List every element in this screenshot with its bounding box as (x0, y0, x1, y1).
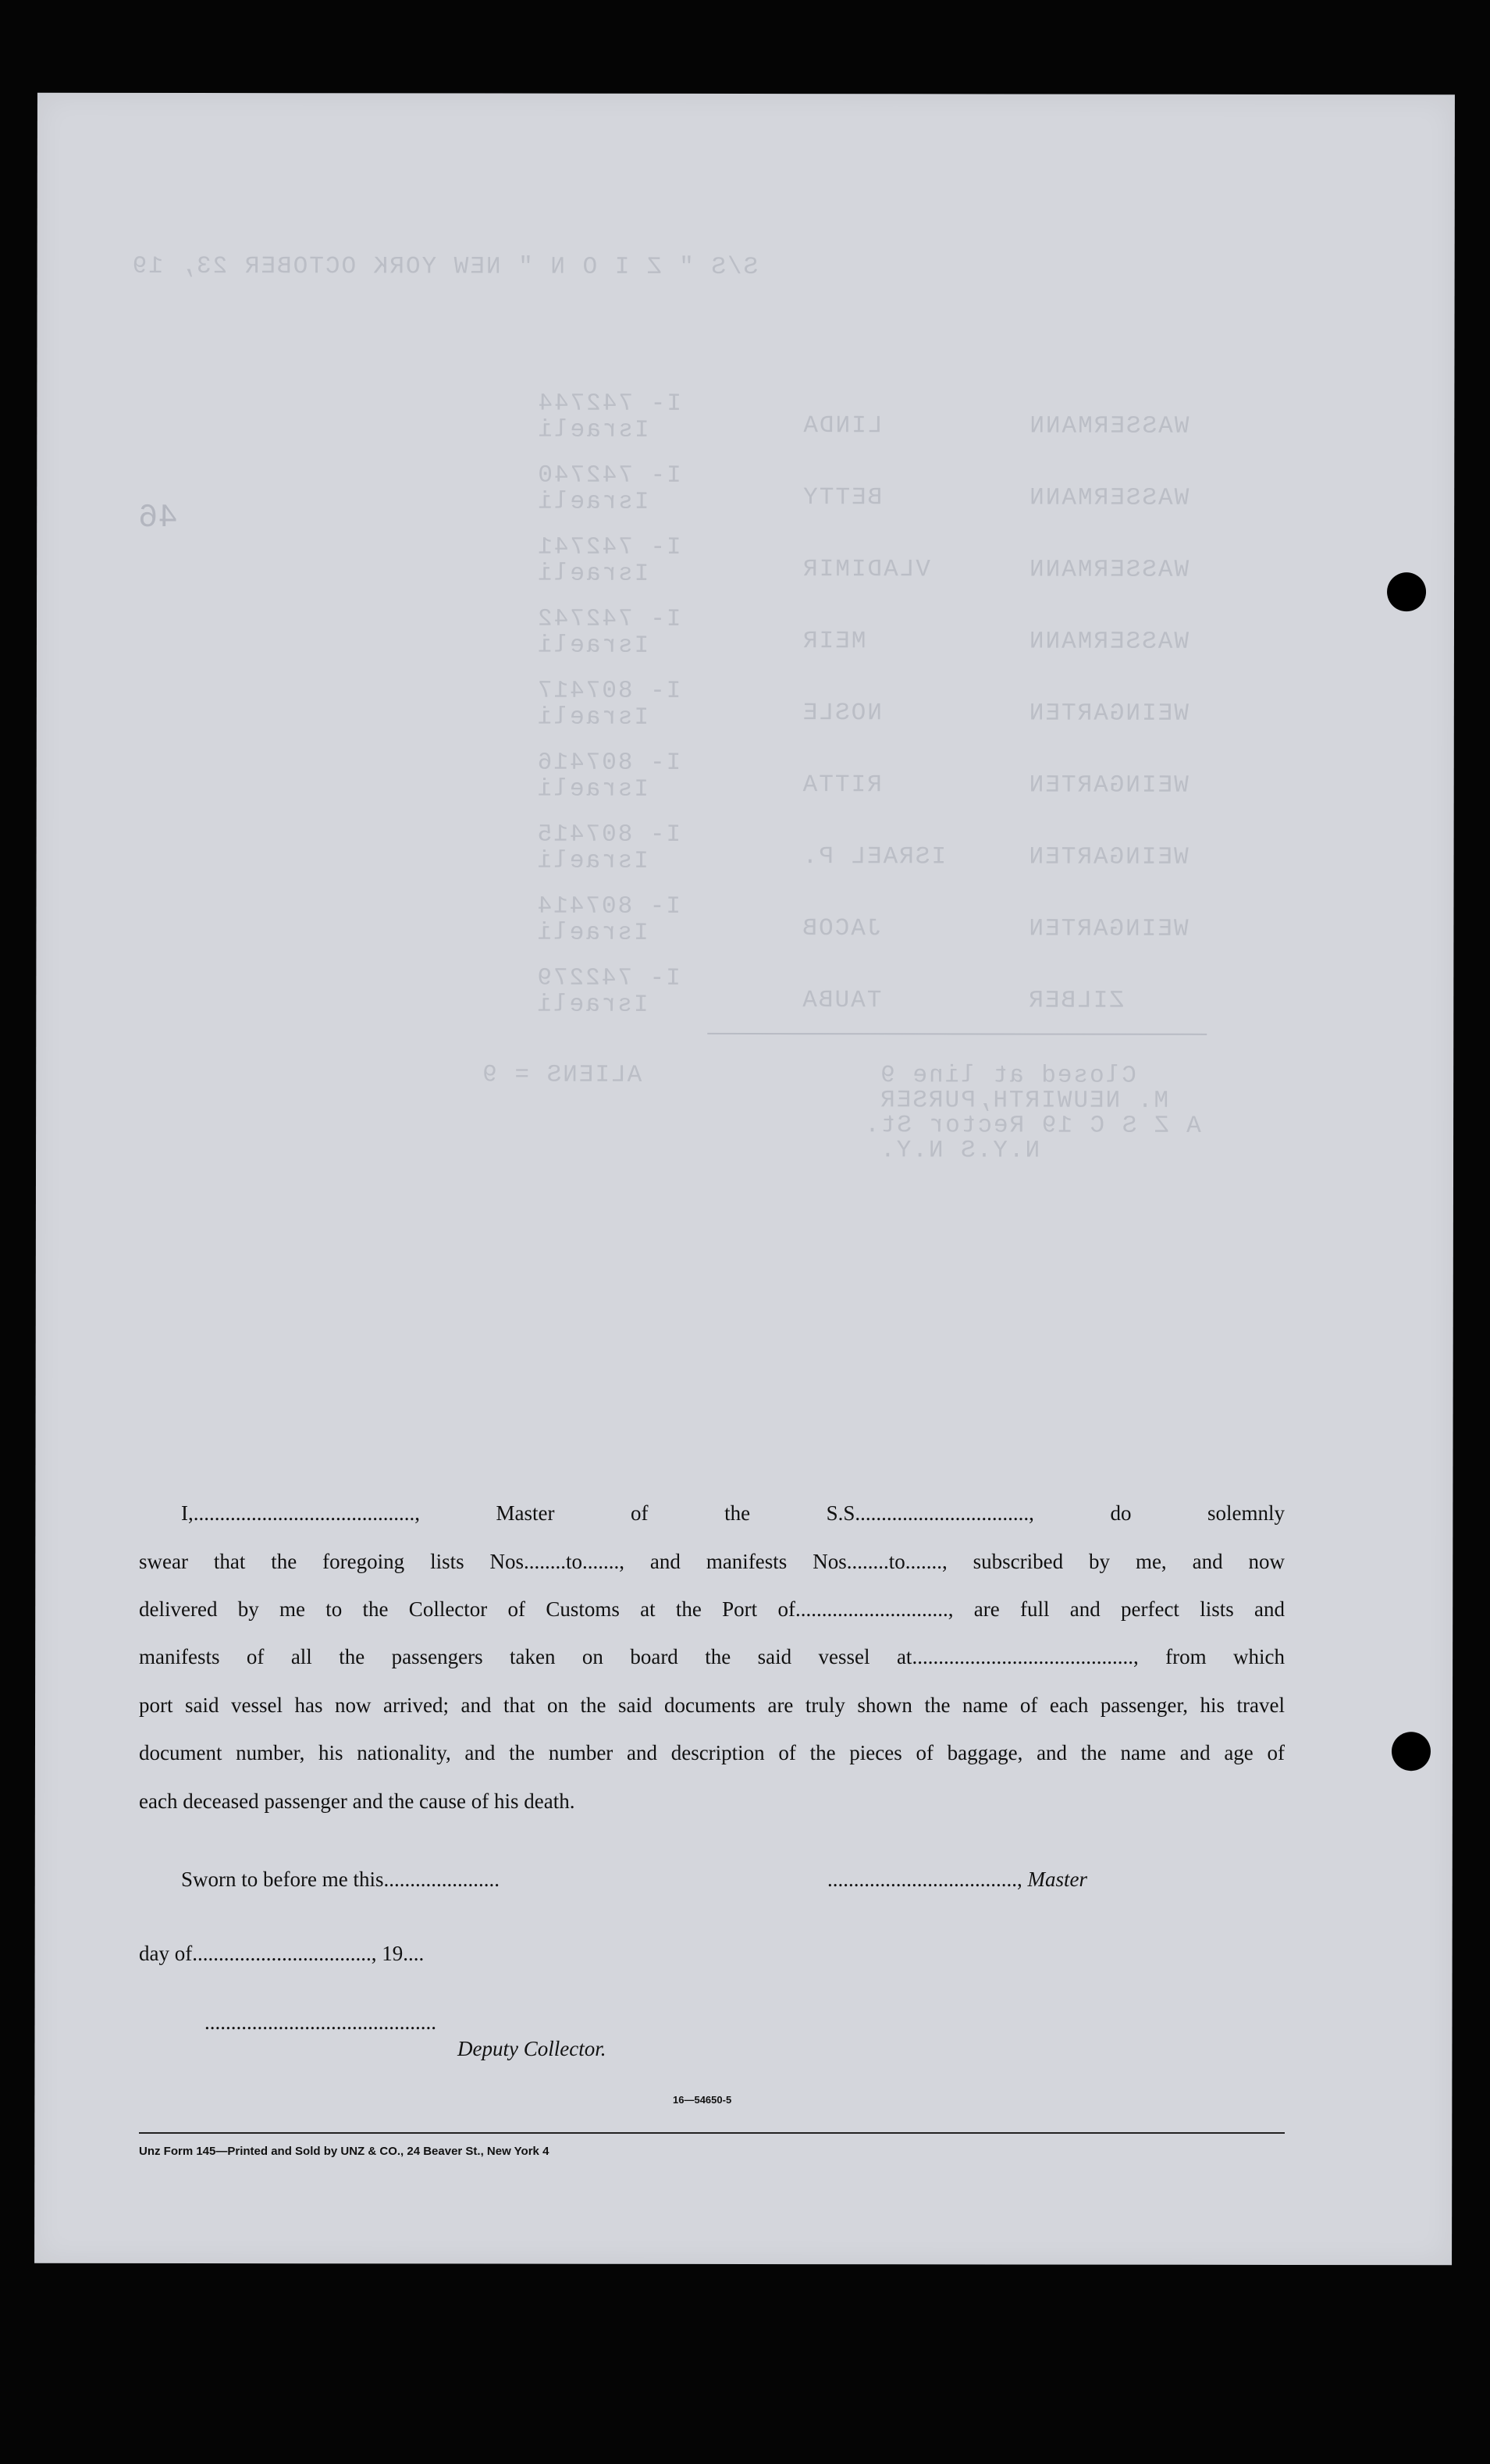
printer-footer: Unz Form 145—Printed and Sold by UNZ & CO., 24 Beaver St., New York 4 (139, 2145, 549, 2158)
bleed-row-given-name: ISRAEL P. (801, 843, 947, 871)
sworn-before-line: Sworn to before me this...................... (181, 1868, 500, 1891)
bleed-row-given-name: LINDA (802, 412, 883, 440)
bleed-row-given-name: BETTY (802, 484, 883, 512)
bleed-rule (707, 1033, 1207, 1035)
bleed-row-nationality: Israeli (535, 632, 649, 660)
deputy-collector-label: Deputy Collector. (457, 2037, 606, 2060)
bleed-closing-2: M. NEUWIRTH,PURSER (879, 1087, 1169, 1115)
bleed-closing-1: Closed at line 9 (879, 1062, 1136, 1090)
oath-line-6: document number, his nationality, and the number and description of the pieces of baggage, and the name and age of (139, 1741, 1285, 1764)
bleed-row-nationality: Israeli (536, 560, 649, 588)
punch-hole-upper (1387, 572, 1426, 611)
bleed-closing-3: A Z S C 19 Rector St. (863, 1112, 1201, 1140)
bleed-header: S/S " Z I O N " NEW YORK OCTOBER 23, 19 (130, 252, 759, 282)
oath-line-7: each deceased passenger and the cause of his death. (139, 1789, 575, 1813)
bleed-row-given-name: TAUBA (801, 987, 882, 1015)
document-page (34, 93, 1455, 2266)
bleed-row-nationality: Israeli (535, 703, 649, 732)
bleed-total: ALIENS = 9 (481, 1061, 642, 1089)
bleed-row-nationality: Israeli (535, 847, 649, 875)
bleed-row-document: I- 742741 (536, 533, 681, 561)
bleed-row-document: I- 742744 (536, 390, 681, 418)
bleed-row-document: I- 807414 (535, 892, 681, 920)
bleed-row-surname: WEINGARTEN (1027, 771, 1189, 799)
bleed-row-nationality: Israeli (536, 488, 649, 516)
bleed-row-surname: WEINGARTEN (1027, 915, 1189, 943)
oath-line-4: manifests of all the passengers taken on board the said vessel at.........................................., from which (139, 1645, 1285, 1668)
punch-hole-lower (1392, 1732, 1431, 1771)
day-of-line: day of.................................., 19.... (139, 1942, 425, 1965)
bleed-row-given-name: RITTA (801, 771, 882, 799)
deputy-dots: ............................................ (204, 2010, 436, 2034)
bleed-row-nationality: Israeli (536, 416, 649, 444)
bleed-row-document: I- 807415 (535, 821, 681, 849)
bleed-row-given-name: VLADIMIR (802, 556, 930, 584)
bleed-row-surname: WASSERMANN (1027, 628, 1190, 656)
bleed-row-nationality: Israeli (535, 775, 649, 803)
bleed-row-document: I- 742740 (536, 461, 681, 490)
bleed-row-nationality: Israeli (535, 919, 649, 947)
bleed-row-given-name: MEIR (801, 628, 866, 656)
bleed-row-document: I- 807417 (535, 677, 681, 705)
bleed-row-document: I- 742279 (535, 964, 681, 992)
oath-line-2: swear that the foregoing lists Nos........to......., and manifests Nos........to......., subscribed by me, and now (139, 1550, 1285, 1573)
bleed-closing-4: N.Y.S N.Y. (879, 1137, 1040, 1165)
bleed-row-surname: WEINGARTEN (1027, 843, 1189, 871)
bleed-row-given-name: NOSLE (801, 700, 882, 728)
bleed-row-surname: WASSERMANN (1028, 412, 1190, 440)
bleed-row-given-name: JACOB (801, 915, 882, 943)
master-label: Master (1027, 1868, 1087, 1891)
bleed-row-nationality: Israeli (535, 991, 649, 1019)
bleed-row-surname: WASSERMANN (1028, 484, 1190, 512)
oath-line-3: delivered by me to the Collector of Customs at the Port of............................., are full and perfect lists and (139, 1597, 1285, 1621)
master-signature-line (827, 1868, 1087, 1892)
form-number: 16—54650-5 (673, 2094, 732, 2106)
bleed-row-document: I- 742742 (535, 605, 681, 633)
footer-rule (139, 2132, 1285, 2134)
bleed-row-surname: ZILBER (1027, 987, 1124, 1015)
bleed-row-surname: WASSERMANN (1028, 556, 1190, 584)
master-dots: ...................................., (827, 1868, 1028, 1891)
bleed-row-surname: WEINGARTEN (1027, 700, 1189, 728)
oath-line-5: port said vessel has now arrived; and that on the said documents are truly shown the name of each passenger, his travel (139, 1693, 1285, 1717)
bleed-page-number: 46 (138, 498, 178, 536)
bleed-row-document: I- 807416 (535, 749, 681, 777)
oath-line-1: I,.........................................., Master of the S.S................................., do solemnly (181, 1501, 1285, 1525)
